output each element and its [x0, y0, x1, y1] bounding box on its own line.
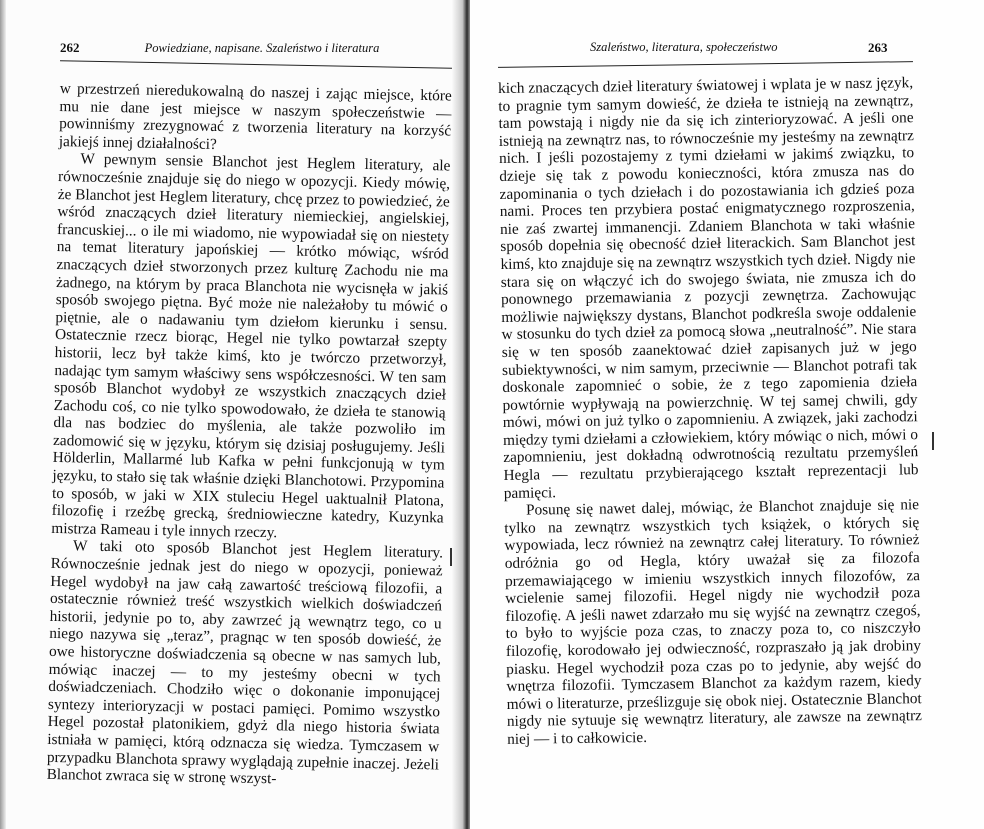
- left-header: [60, 40, 379, 56]
- paragraph: w przestrzeń nieredukowalną do naszej i zając miejsce, które mu nie dane jest miejsce w naszym społeczeństwie — powinniśmy zrezygnować z tworzenia literatury na korzyść jakiejś innej działalności?: [58, 80, 452, 153]
- paragraph: W taki oto sposób Blanchot jest Heglem literatury. Równocześnie jednak jest do niego w opozycji, ponieważ Hegel wydobył na jaw całą zawartość treściową filozofii, a ostatecznie również treść wszystkich wielkich doświadczeń historii, jedynie po to, aby zawrzeć ją wewnątrz tego, co u niego nazywa się „teraz”, pragnąc w ten sposób dowieść, że owe historyczne doświadczenia są obecne w nas samych lub, mówiąc inaczej — to my jesteśmy obecni w tych doświadczeniach. Chodziło więc o dokonanie imponującej syntezy interioryzacji w postaci pamięci. Pomimo wszystko Hegel pozostał platonikiem, gdyż dla niego historia świata istniała w pamięci, którą odznacza się wiedza. Tymczasem w przypadku Blanchota sprawy wyglądają zupełnie inaczej. Jeżeli Blanchot zwraca się w stronę wszyst-: [46, 537, 444, 788]
- left-running-head: Powiedziane, napisane. Szaleństwo i literatura: [144, 41, 380, 55]
- left-header-rule: [60, 60, 452, 69]
- page-edge-shadow: [0, 0, 6, 829]
- right-body-text: [498, 74, 922, 748]
- right-page-number: 263: [868, 40, 888, 55]
- right-page-number-wrap: [868, 40, 888, 56]
- paragraph: W pewnym sensie Blanchot jest Heglem literatury, ale równocześnie znajduje się do niego w opozycji. Kiedy mówię, że Blanchot jest Heglem literatury, chcę przez to powiedzieć, że wśród znaczących dzieł literatury niemieckiej, angielskiej, francuskiej... o ile mi wiadomo, nie wypowiadał się on niestety na temat literatury japońskiej — krótko mówiąc, wśród znaczących dzieł stworzonych przez kulturę Zachodu nie ma żadnego, na którym by praca Blanchota nie wycisnęła w jakiś sposób swojego piętna. Być może nie należałoby tu mówić o piętnie, ale o nadawaniu tym dziełom kierunku i sensu. Ostatecznie rzecz biorąc, Hegel nie tylko powtarzał szepty historii, lecz był także kimś, kto je twórczo przetworzył, nadając tym samym właściwy sens współczesności. W ten sam sposób Blanchot wydobył ze wszystkich znaczących dzieł Zachodu coś, co nie tylko spowodowało, że dzieła te stanowią dla nas bodziec do myślenia, ale także pozwoliło im zadomowić się w języku, którym się dzisiaj posługujemy. Jeśli Hölderlin, Mallarmé lub Kafka w pełni funkcjonują w tym języku, to stało się tak właśnie dzięki Blanchotowi. Przypomina to sposób, w jaki w XIX stuleciu Hegel uaktualnił Platona, filozofię i rzeźbę grecką, średniowieczne katedry, Kuzynka mistrza Rameau i tyle innych rzeczy.: [51, 150, 451, 542]
- right-running-head: Szaleństwo, literatura, społeczeństwo: [590, 40, 778, 54]
- right-header: [590, 40, 778, 55]
- left-page: [0, 0, 462, 829]
- left-page-number: 262: [60, 40, 80, 55]
- paragraph: kich znaczących dzieł literatury światowej i wplata je w nasz język, to pragnie tym samym dowieść, że dzieła te istnieją na zewnątrz, tam powstają i nigdy nie da się ich zinterioryzować. A jeśli one istnieją na zewnątrz nas, to równocześnie my jesteśmy na zewnątrz nich. I jeśli pozostajemy z tymi dziełami w jakimś związku, to dzieje się tak z powodu konieczności, która zmusza nas do zapominania o tych dziełach i do pozostawiania ich gdzieś poza nami. Proces ten przybiera postać enigmatycznego rozproszenia, nie zaś zwartej immanencji. Zdaniem Blanchota w taki właśnie sposób dopełnia się obecność dzieł literackich. Sam Blanchot jest kimś, kto znajduje się na zewnątrz wszystkich tych dzieł. Nigdy nie stara się on włączyć ich do swojego świata, nie zmusza ich do ponownego przemawiania z pozycji zewnętrza. Zachowując możliwie największy dystans, Blanchot podkreśla swoje oddalenie w stosunku do tych dzieł za pomocą słowa „neutralność”. Nie stara się w ten sposób zaanektować dzieł zapisanych już w jego subiektywności, w nim samym, przeciwnie — Blanchot potrafi tak doskonale zapomnieć o sobie, że z tego zapomienia dzieła powtórnie wypływają na powierzchnię. W tej samej chwili, gdy mówi, mówi on już tylko o zapomnieniu. A związek, jaki zachodzi między tymi dziełami a człowiekiem, który mówiąc o nich, mówi o zapomnieniu, jest dokładną odwrotnością rezultatu przemyśleń Hegla — rezultatu przybierającego kształt reprezentacji lub pamięci.: [498, 74, 919, 502]
- left-body-text: [46, 80, 451, 791]
- margin-mark: [932, 432, 934, 450]
- right-page: [470, 0, 984, 829]
- paragraph: Posunę się nawet dalej, mówiąc, że Blanchot znajduje się nie tylko na zewnątrz wszystkich tych książek, o których się wypowiada, lecz również na zewnątrz całej literatury. To również odróżnia go od Hegla, który uważał się za filozofa przemawiającego w imieniu wszystkich innych filozofów, za wcielenie samej filozofii. Hegel nigdy nie wychodził poza filozofię. A jeśli nawet zdarzało mu się wyjść na zewnątrz czegoś, to było to wyjście poza czas, to znaczy poza to, co niszczyło filozofię, korodowało jej odwieczność, rozpraszało ją jak drobiny piasku. Hegel wychodził poza czas po to jedynie, aby wejść do wnętrza filozofii. Tymczasem Blanchot za każdym razem, kiedy mówi o literaturze, prześlizguje się obok niej. Ostatecznie Blanchot nigdy nie sytuuje się wewnątrz literatury, ale zawsze na zewnątrz niej — i to całkowicie.: [504, 496, 923, 748]
- right-header-rule: [498, 61, 913, 68]
